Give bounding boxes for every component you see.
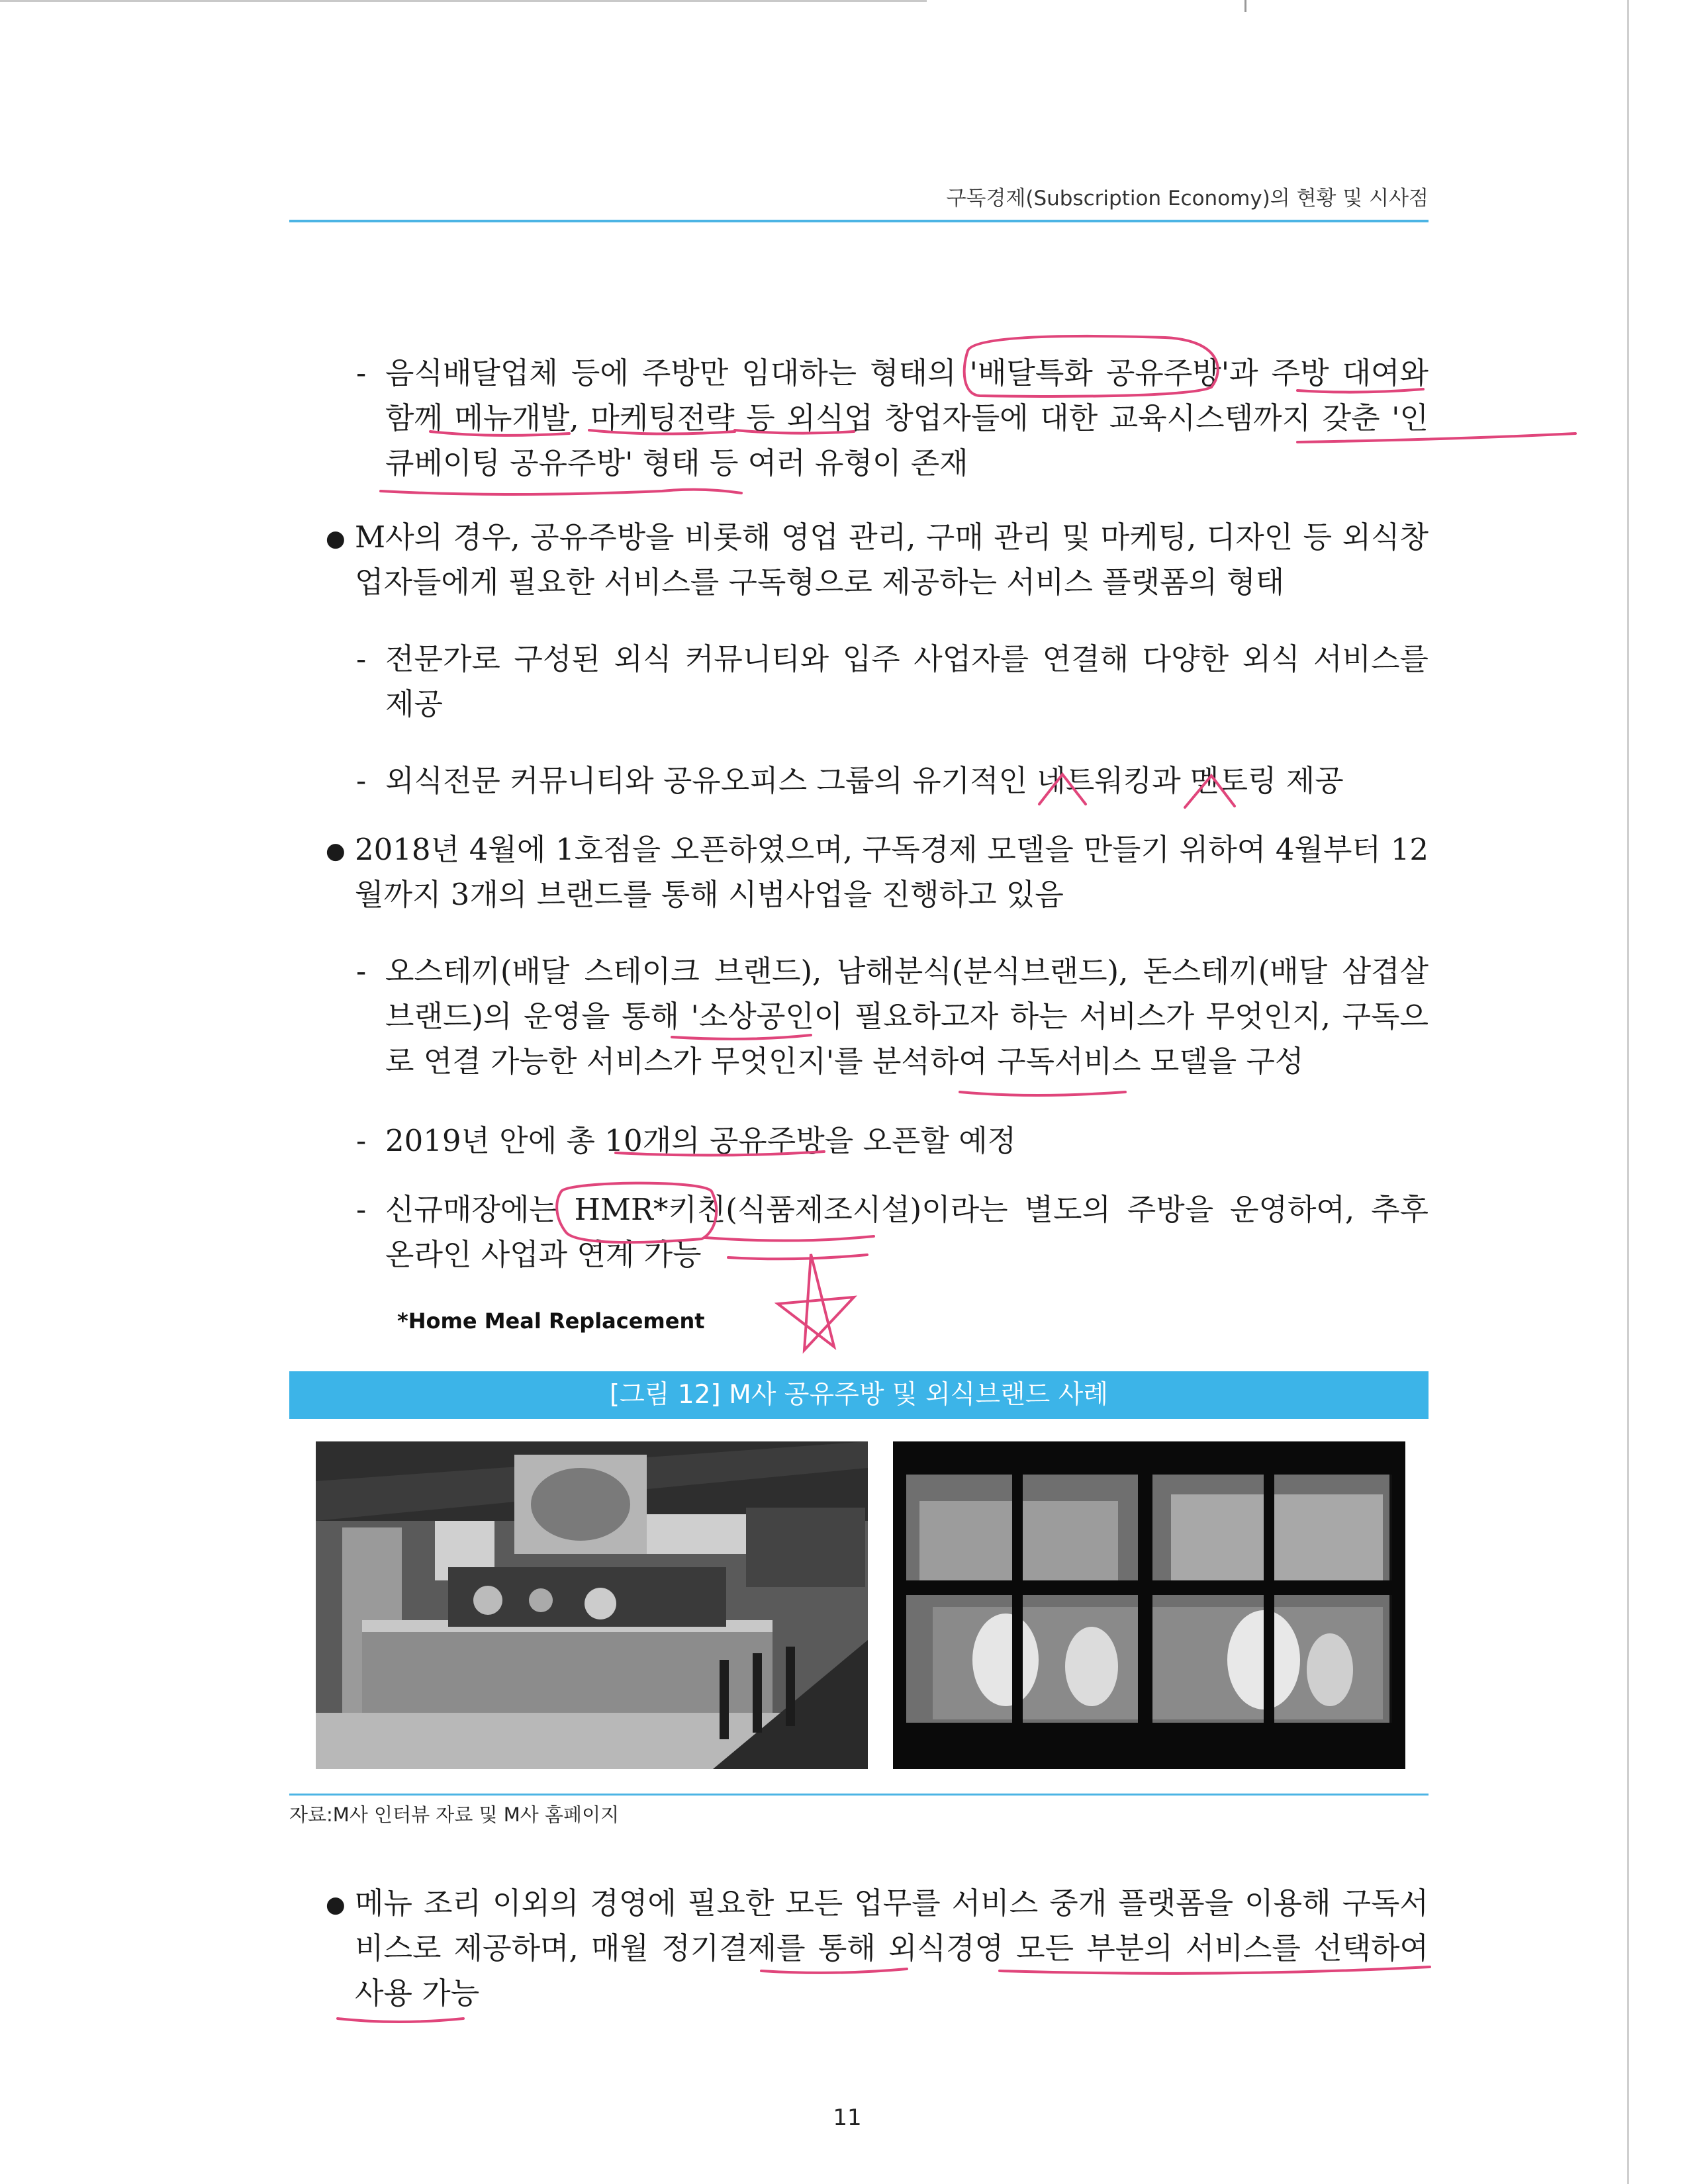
header-rule: [289, 220, 1429, 222]
bullet-item-text: M사의 경우, 공유주방을 비롯해 영업 관리, 구매 관리 및 마케팅, 디자인 등 외식창업자들에게 필요한 서비스를 구독형으로 제공하는 서비스 플랫폼의 형태: [355, 520, 1429, 600]
scan-edge-top: [0, 0, 927, 2]
annotation-underline: [381, 490, 741, 494]
bullet-marker: ●: [326, 525, 346, 552]
bullet-item-text: 메뉴 조리 이외의 경영에 필요한 모든 업무를 서비스 중개 플랫폼을 이용해 구독서비스로 제공하며, 매월 정기결제를 통해 외식경영 모든 부분의 서비스를 선택하여 사용 가능: [355, 1886, 1429, 2011]
dash-marker: -: [356, 1123, 367, 1158]
kitchen-photo-image: [893, 1441, 1405, 1769]
list-item-text: 외식전문 커뮤니티와 공유오피스 그룹의 유기적인 네트워킹과 멘토링 제공: [385, 763, 1344, 798]
list-item-text: 2019년 안에 총 10개의 공유주방을 오픈할 예정: [385, 1123, 1017, 1158]
list-item-text: 신규매장에는 HMR*키친(식품제조시설)이라는 별도의 주방을 운영하여, 추후 온라인 사업과 연계 가능: [385, 1192, 1429, 1272]
bullet-item-text: 2018년 4월에 1호점을 오픈하였으며, 구독경제 모델을 만들기 위하여 4월부터 12월까지 3개의 브랜드를 통해 시범사업을 진행하고 있음: [355, 832, 1429, 912]
scan-edge-right: [1627, 0, 1629, 2184]
bullet-item: [326, 1881, 1429, 2016]
bullet-item: [326, 827, 1429, 917]
list-item: [356, 1187, 1429, 1277]
annotation-underline: [338, 2019, 463, 2022]
footnote: *Home Meal Replacement: [397, 1308, 705, 1334]
kitchen-photo: [893, 1441, 1405, 1769]
list-item: [356, 1118, 1429, 1163]
running-header: 구독경제(Subscription Economy)의 현황 및 시사점: [946, 187, 1429, 210]
list-item-text: 음식배달업체 등에 주방만 임대하는 형태의 '배달특화 공유주방'과 주방 대여와 함께 메뉴개발, 마케팅전략 등 외식업 창업자들에 대한 교육시스템까지 갖춘 '인큐베이팅 공유주방' 형태 등 여러 유형이 존재: [385, 355, 1429, 480]
dash-marker: -: [356, 641, 367, 676]
figure-title: [그림 12] M사 공유주방 및 외식브랜드 사례: [289, 1371, 1429, 1419]
bullet-marker: ●: [326, 838, 346, 864]
list-item: [356, 637, 1429, 727]
list-item-text: 전문가로 구성된 외식 커뮤니티와 입주 사업자를 연결해 다양한 외식 서비스를 제공: [385, 641, 1429, 721]
list-item: [356, 949, 1429, 1084]
scan-mark: [1244, 0, 1246, 12]
bullet-item: [326, 515, 1429, 605]
dash-marker: -: [356, 954, 367, 989]
page-number: 11: [833, 2105, 862, 2131]
source-rule: [289, 1794, 1429, 1796]
figure-source: 자료:M사 인터뷰 자료 및 M사 홈페이지: [289, 1803, 620, 1826]
list-item-text: 오스테끼(배달 스테이크 브랜드), 남해분식(분식브랜드), 돈스테끼(배달 삼겹살 브랜드)의 운영을 통해 '소상공인이 필요하고자 하는 서비스가 무엇인지, 구독으로 연결 가능한 서비스가 무엇인지'를 분석하여 구독서비스 모델을 구성: [385, 954, 1429, 1079]
bullet-marker: ●: [326, 1891, 346, 1918]
dash-marker: -: [356, 763, 367, 798]
annotation-underline: [960, 1092, 1125, 1095]
restaurant-photo: [316, 1441, 868, 1769]
restaurant-photo-image: [316, 1441, 868, 1769]
dash-marker: -: [356, 1192, 367, 1227]
list-item: [356, 758, 1429, 803]
list-item: [356, 351, 1429, 486]
dash-marker: -: [356, 355, 367, 390]
